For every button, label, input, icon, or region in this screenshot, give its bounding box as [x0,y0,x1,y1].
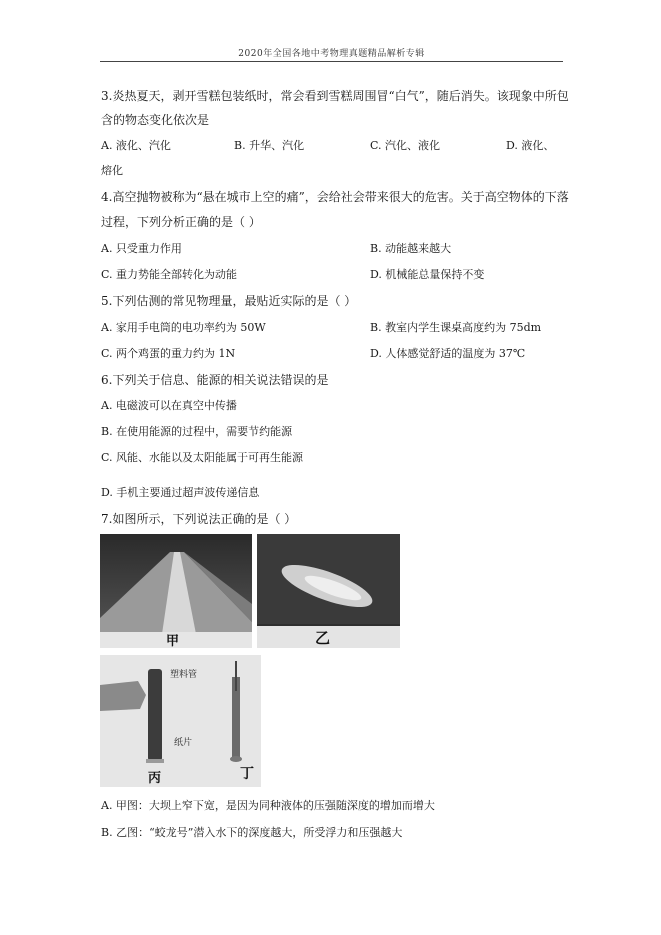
label-plastic-tube: 塑料管 [170,670,198,680]
header-rule [100,61,563,62]
q6-option-a: A. 电磁波可以在真空中传播 [101,399,237,412]
photo-yi-submersible [257,534,400,648]
q6-option-d: D. 手机主要通过超声波传递信息 [101,486,260,499]
page-header: 2020年全国各地中考物理真题精品解析专辑 [238,49,425,59]
caption-ding: 丁 [240,766,254,782]
q5-option-a: A. 家用手电筒的电功率约为 50W [101,321,266,334]
q3-option-d: D. 液化、 [506,139,555,152]
caption-yi: 乙 [315,629,331,647]
q6-stem: 6.下列关于信息、能源的相关说法错误的是 [101,373,329,387]
q4-option-d: D. 机械能总量保持不变 [370,268,485,281]
q5-option-c: C. 两个鸡蛋的重力约为 1N [101,347,236,360]
q6-option-b: B. 在使用能源的过程中，需要节约能源 [101,425,293,438]
q5-option-b: B. 教室内学生课桌高度约为 75dm [370,321,542,334]
caption-bing: 丙 [148,771,162,786]
photo-bing-ding-tubes [100,655,261,787]
q6-option-c: C. 风能、水能以及太阳能属于可再生能源 [101,451,304,464]
q7-option-a: A. 甲图：大坝上窄下宽，是因为同种液体的压强随深度的增加而增大 [101,799,435,812]
q3-stem-line1: 3.炎热夏天，剥开雪糕包装纸时，常会看到雪糕周围冒“白气”，随后消失。该现象中所包 [101,89,569,103]
label-paper-card: 纸片 [174,738,193,748]
q5-option-d: D. 人体感觉舒适的温度为 37℃ [370,347,526,360]
q3-option-c: C. 汽化、液化 [370,139,441,152]
q5-stem: 5.下列估测的常见物理量，最贴近实际的是（ ） [101,294,357,308]
q3-option-b: B. 升华、汽化 [234,139,305,152]
q4-option-a: A. 只受重力作用 [101,242,182,255]
q4-stem-line2: 过程，下列分析正确的是（ ） [101,215,261,229]
q3-option-a: A. 液化、汽化 [101,139,171,152]
caption-jia: 甲 [166,634,180,648]
q4-stem-line1: 4.高空抛物被称为“悬在城市上空的痛”，会给社会带来很大的危害。关于高空物体的下落 [101,190,569,204]
q4-option-c: C. 重力势能全部转化为动能 [101,268,238,281]
q4-option-b: B. 动能越来越大 [370,242,452,255]
q7-stem: 7.如图所示，下列说法正确的是（ ） [101,512,297,526]
q3-option-d-continued: 熔化 [101,164,123,177]
photo-jia-dam [100,534,252,648]
q3-stem-line2: 含的物态变化依次是 [101,113,210,127]
q7-option-b: B. 乙图：“蛟龙号”潜入水下的深度越大，所受浮力和压强越大 [101,826,403,839]
